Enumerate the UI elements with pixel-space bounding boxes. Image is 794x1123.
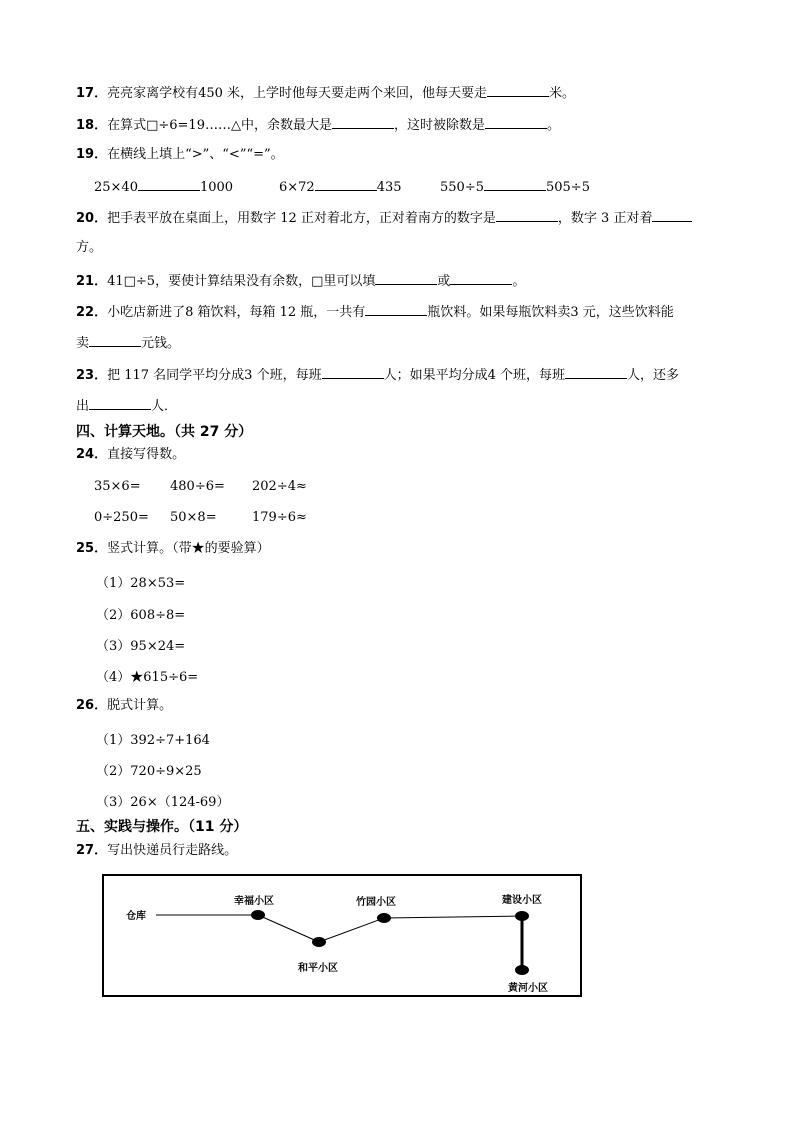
answer-blank[interactable] (565, 366, 627, 379)
question-text: 竖式计算。（带★的要验算） (107, 541, 270, 556)
compare-item (94, 178, 233, 195)
map-label-jianshe: 建设小区 (502, 895, 542, 906)
question-text-cont: 方。 (76, 240, 103, 255)
answer-blank[interactable] (485, 116, 547, 129)
compare-item (279, 178, 402, 195)
calc-item: （2）720÷9×25 (96, 764, 202, 779)
question-17 (76, 84, 575, 102)
route-map (102, 874, 582, 997)
question-26 (76, 698, 172, 714)
route-segment (319, 918, 384, 942)
question-text-mid: ，数字 3 正对着 (557, 211, 653, 226)
question-20 (76, 209, 692, 227)
location-dot (312, 937, 326, 947)
location-dot (515, 965, 529, 975)
question-text: 亮亮家离学校有450 米，上学时他每天要走两个来回，他每天要走 (107, 86, 488, 101)
question-number: 19． (76, 147, 108, 162)
question-text-mid: 瓶饮料。如果每瓶饮料卖3 元，这些饮料能 (427, 305, 674, 320)
compare-left: 550÷5 (440, 180, 484, 195)
question-text-end: 。 (512, 274, 526, 289)
route-segment (258, 915, 319, 942)
question-text: 直接写得数。 (107, 447, 186, 462)
map-label-warehouse: 仓库 (126, 911, 146, 922)
question-text-cont: 卖 (76, 336, 90, 351)
calc-item: （4）★615÷6= (96, 670, 199, 685)
calc-item: 35×6= (94, 479, 141, 494)
question-number: 17． (76, 86, 108, 101)
answer-blank[interactable] (365, 303, 427, 316)
map-label-huanghe: 黄河小区 (508, 983, 548, 994)
answer-blank[interactable] (375, 272, 437, 285)
compare-left: 6×72 (279, 180, 315, 195)
question-19 (76, 147, 284, 163)
section-heading-5: 五、实践与操作。（11 分） (76, 819, 248, 835)
question-text: 41□÷5，要使计算结果没有余数，□里可以填 (107, 274, 376, 289)
calc-item: 480÷6= (170, 479, 225, 494)
location-dot (251, 910, 265, 920)
question-number: 23． (76, 368, 108, 383)
calc-item: 202÷4≈ (252, 479, 307, 494)
compare-blank[interactable] (138, 178, 200, 191)
answer-blank[interactable] (487, 84, 549, 97)
answer-blank[interactable] (89, 397, 151, 410)
answer-blank[interactable] (89, 334, 141, 347)
calc-item: （3）95×24= (96, 639, 186, 654)
question-text: 脱式计算。 (107, 698, 173, 713)
compare-item (440, 178, 590, 195)
answer-blank[interactable] (332, 116, 394, 129)
question-text-mid: ，这时被除数是 (393, 118, 485, 133)
question-text: 小吃店新进了8 箱饮料，每箱 12 瓶，一共有 (107, 305, 366, 320)
location-dot (515, 911, 529, 921)
question-text-mid: 人；如果平均分成4 个班，每班 (383, 368, 565, 383)
question-text-end: 人． (151, 399, 178, 414)
answer-blank[interactable] (450, 272, 512, 285)
compare-right: 1000 (199, 180, 234, 195)
map-label-heping: 和平小区 (298, 963, 338, 974)
question-number: 21． (76, 274, 108, 289)
question-text: 写出快递员行走路线。 (107, 843, 238, 858)
calc-item: （1）392÷7+164 (96, 733, 210, 748)
question-number: 22． (76, 305, 108, 320)
question-text-cont: 出 (76, 399, 90, 414)
question-number: 26． (76, 698, 108, 713)
question-18 (76, 116, 560, 134)
calc-item: 50×8= (170, 510, 217, 525)
question-23 (76, 366, 679, 384)
question-text: 把手表平放在桌面上，用数字 12 正对着北方，正对着南方的数字是 (107, 211, 496, 226)
question-22 (76, 303, 674, 321)
question-text-end: 元钱。 (141, 336, 181, 351)
calc-item: （3）26×（124-69） (96, 795, 230, 810)
question-text: 在横线上填上“>”、“<”“=”。 (107, 147, 284, 162)
route-segment (384, 916, 522, 918)
question-text-mid: 或 (437, 274, 451, 289)
question-24 (76, 447, 185, 463)
map-label-zhuyuan: 竹园小区 (356, 897, 396, 908)
question-number: 27． (76, 843, 108, 858)
question-number: 24． (76, 447, 108, 462)
section-heading-4: 四、计算天地。（共 27 分） (76, 424, 253, 440)
question-23-line2 (76, 397, 177, 415)
question-22-line2 (76, 334, 180, 352)
question-text: 在算式□÷6=19……△中，余数最大是 (107, 118, 332, 133)
question-number: 18． (76, 118, 108, 133)
calc-item: 179÷6≈ (252, 510, 307, 525)
answer-blank[interactable] (322, 366, 384, 379)
calc-item: （1）28×53= (96, 576, 186, 591)
compare-right: 505÷5 (545, 180, 590, 195)
question-text-end: 人，还多 (626, 368, 679, 383)
compare-left: 25×40 (94, 180, 138, 195)
compare-right: 435 (376, 180, 402, 195)
location-dot (377, 913, 391, 923)
compare-blank[interactable] (484, 178, 546, 191)
question-27 (76, 843, 237, 859)
calc-item: （2）608÷8= (96, 608, 186, 623)
calc-item: 0÷250= (94, 510, 149, 525)
answer-blank[interactable] (496, 209, 558, 222)
compare-blank[interactable] (315, 178, 377, 191)
question-text-end: 米。 (549, 86, 576, 101)
answer-blank[interactable] (652, 209, 692, 222)
question-20-line2 (76, 240, 102, 256)
question-text-end: 。 (547, 118, 561, 133)
map-label-xingfu: 幸福小区 (234, 896, 274, 907)
question-text: 把 117 名同学平均分成3 个班，每班 (107, 368, 322, 383)
question-number: 20． (76, 211, 108, 226)
question-number: 25． (76, 541, 108, 556)
question-21 (76, 272, 525, 290)
question-25 (76, 541, 270, 557)
